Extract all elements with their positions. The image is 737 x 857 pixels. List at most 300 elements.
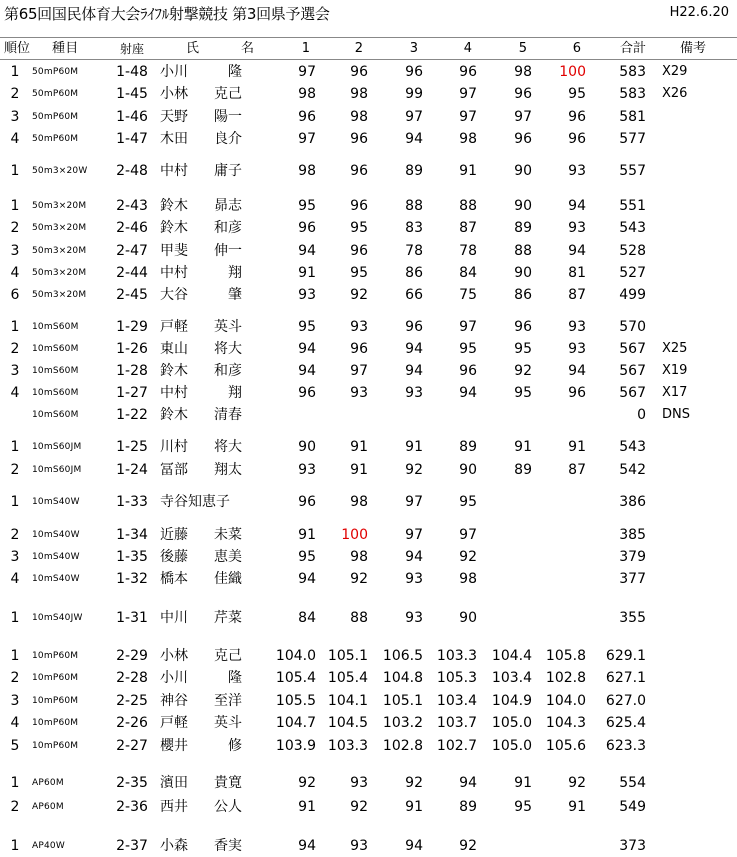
cell-series-1: 91 xyxy=(298,527,316,543)
cell-post: 1-28 xyxy=(116,363,148,379)
cell-name-family: 中川 xyxy=(160,610,188,626)
cell-event: 10mS40W xyxy=(32,574,80,584)
cell-total: 625.4 xyxy=(605,715,646,731)
cell-series-3: 97 xyxy=(405,527,423,543)
cell-series-2: 100 xyxy=(341,527,368,543)
cell-rank: 1 xyxy=(10,198,20,214)
cell-total: 543 xyxy=(619,439,646,455)
cell-name-family: 川村 xyxy=(160,439,188,455)
cell-series-2: 96 xyxy=(350,163,368,179)
cell-name-family: 鈴木 xyxy=(160,198,188,214)
header-total: 合計 xyxy=(619,41,646,56)
event-date: H22.6.20 xyxy=(669,5,729,20)
cell-series-1: 91 xyxy=(298,799,316,815)
cell-series-2: 98 xyxy=(350,109,368,125)
cell-name-family: 木田 xyxy=(160,131,188,147)
cell-name-given: 翔太 xyxy=(214,462,242,478)
cell-name-family: 櫻井 xyxy=(160,738,188,754)
header-series-5: 5 xyxy=(518,41,527,56)
cell-series-5: 90 xyxy=(514,198,532,214)
cell-series-2: 93 xyxy=(350,775,368,791)
header-rank: 順位 xyxy=(3,41,30,56)
cell-series-3: 93 xyxy=(405,610,423,626)
cell-series-4: 75 xyxy=(459,287,477,303)
table-row xyxy=(0,160,737,182)
cell-name xyxy=(160,83,242,105)
cell-series-5: 105.0 xyxy=(491,738,532,754)
cell-series-2: 96 xyxy=(350,341,368,357)
cell-name-given: 良介 xyxy=(214,131,242,147)
cell-rank: 2 xyxy=(10,799,20,815)
cell-series-3: 105.1 xyxy=(382,693,423,709)
cell-name-given: 和彦 xyxy=(214,220,242,236)
header-bottom-rule xyxy=(0,59,737,60)
cell-rank: 5 xyxy=(10,738,20,754)
cell-series-3: 96 xyxy=(405,319,423,335)
cell-series-6: 92 xyxy=(568,775,586,791)
cell-name xyxy=(160,607,242,629)
cell-series-3: 93 xyxy=(405,571,423,587)
cell-post: 2-48 xyxy=(116,163,148,179)
cell-series-1: 92 xyxy=(298,775,316,791)
table-row xyxy=(0,546,737,568)
cell-event: 10mS60M xyxy=(32,366,79,376)
cell-series-1: 90 xyxy=(298,439,316,455)
cell-name-family: 小林 xyxy=(160,648,188,664)
cell-total: 627.0 xyxy=(605,693,646,709)
table-row xyxy=(0,240,737,262)
cell-series-6: 104.0 xyxy=(545,693,586,709)
cell-note: X25 xyxy=(662,341,688,356)
cell-series-3: 96 xyxy=(405,64,423,80)
cell-post: 2-46 xyxy=(116,220,148,236)
cell-series-5: 105.0 xyxy=(491,715,532,731)
cell-note: X19 xyxy=(662,363,688,378)
cell-series-1: 98 xyxy=(298,163,316,179)
cell-series-2: 92 xyxy=(350,799,368,815)
cell-series-1: 98 xyxy=(298,86,316,102)
cell-series-3: 86 xyxy=(405,265,423,281)
cell-post: 2-43 xyxy=(116,198,148,214)
cell-name xyxy=(160,690,242,712)
cell-series-5: 92 xyxy=(514,363,532,379)
cell-name-family: 天野 xyxy=(160,109,188,125)
cell-name-family: 甲斐 xyxy=(160,243,188,259)
cell-rank: 6 xyxy=(10,287,20,303)
cell-series-6: 93 xyxy=(568,319,586,335)
cell-total: 542 xyxy=(619,462,646,478)
cell-rank: 4 xyxy=(10,715,20,731)
cell-post: 1-32 xyxy=(116,571,148,587)
cell-series-1: 96 xyxy=(298,385,316,401)
cell-event: 10mS60M xyxy=(32,344,79,354)
cell-rank: 4 xyxy=(10,385,20,401)
cell-total: 543 xyxy=(619,220,646,236)
cell-event: 50m3×20M xyxy=(32,246,87,256)
table-row xyxy=(0,712,737,734)
cell-rank: 1 xyxy=(10,648,20,664)
cell-series-4: 92 xyxy=(459,838,477,854)
cell-post: 2-26 xyxy=(116,715,148,731)
cell-series-1: 103.9 xyxy=(275,738,316,754)
cell-series-2: 91 xyxy=(350,439,368,455)
cell-name xyxy=(160,772,242,794)
cell-name-family: 中村 xyxy=(160,385,188,401)
cell-name xyxy=(160,240,242,262)
cell-name-given: 翔 xyxy=(228,265,242,281)
cell-name-given: 英斗 xyxy=(214,715,242,731)
cell-event: 10mP60M xyxy=(32,741,79,751)
cell-event: 50mP60M xyxy=(32,89,79,99)
cell-name-given: 肇 xyxy=(228,287,242,303)
table-row xyxy=(0,459,737,481)
cell-rank: 1 xyxy=(10,439,20,455)
cell-series-2: 103.3 xyxy=(327,738,368,754)
cell-series-6: 94 xyxy=(568,198,586,214)
cell-series-1: 95 xyxy=(298,198,316,214)
cell-total: 554 xyxy=(619,775,646,791)
cell-event: 50m3×20M xyxy=(32,201,87,211)
cell-series-2: 105.4 xyxy=(327,670,368,686)
cell-series-6: 87 xyxy=(568,287,586,303)
table-row xyxy=(0,491,737,513)
table-row xyxy=(0,524,737,546)
cell-series-4: 94 xyxy=(459,385,477,401)
cell-series-4: 95 xyxy=(459,341,477,357)
cell-post: 2-29 xyxy=(116,648,148,664)
cell-series-4: 92 xyxy=(459,549,477,565)
cell-series-4: 84 xyxy=(459,265,477,281)
cell-series-6: 96 xyxy=(568,385,586,401)
cell-event: 10mS60M xyxy=(32,322,79,332)
cell-name-family: 中村 xyxy=(160,265,188,281)
cell-name-family: 戸軽 xyxy=(160,715,188,731)
cell-post: 2-45 xyxy=(116,287,148,303)
cell-series-4: 89 xyxy=(459,439,477,455)
cell-total: 355 xyxy=(619,610,646,626)
table-row xyxy=(0,568,737,590)
cell-series-6: 105.6 xyxy=(545,738,586,754)
cell-series-2: 104.5 xyxy=(327,715,368,731)
cell-series-6: 104.3 xyxy=(545,715,586,731)
cell-series-6: 94 xyxy=(568,363,586,379)
cell-series-1: 105.4 xyxy=(275,670,316,686)
cell-name xyxy=(160,568,242,590)
cell-rank: 2 xyxy=(10,462,20,478)
cell-total: 551 xyxy=(619,198,646,214)
cell-name-family: 小川 xyxy=(160,64,188,80)
cell-series-1: 93 xyxy=(298,462,316,478)
header-series-6: 6 xyxy=(572,41,581,56)
cell-event: 10mP60M xyxy=(32,673,79,683)
cell-post: 2-28 xyxy=(116,670,148,686)
cell-series-2: 95 xyxy=(350,220,368,236)
cell-series-6: 93 xyxy=(568,220,586,236)
table-row xyxy=(0,360,737,382)
cell-rank: 2 xyxy=(10,341,20,357)
cell-post: 2-35 xyxy=(116,775,148,791)
cell-name-family: 鈴木 xyxy=(160,407,188,423)
cell-series-6: 93 xyxy=(568,341,586,357)
cell-series-2: 92 xyxy=(350,571,368,587)
cell-total: 623.3 xyxy=(605,738,646,754)
cell-name xyxy=(160,160,242,182)
cell-series-5: 96 xyxy=(514,131,532,147)
cell-name xyxy=(160,284,242,306)
cell-series-2: 98 xyxy=(350,494,368,510)
cell-note: DNS xyxy=(662,407,690,422)
cell-total: 377 xyxy=(619,571,646,587)
cell-series-2: 98 xyxy=(350,549,368,565)
cell-post: 1-24 xyxy=(116,462,148,478)
table-row xyxy=(0,436,737,458)
cell-series-1: 104.7 xyxy=(275,715,316,731)
cell-series-4: 90 xyxy=(459,462,477,478)
table-row xyxy=(0,316,737,338)
cell-post: 1-47 xyxy=(116,131,148,147)
table-row xyxy=(0,735,737,757)
table-row xyxy=(0,83,737,105)
cell-name xyxy=(160,195,242,217)
cell-post: 1-29 xyxy=(116,319,148,335)
cell-series-5: 86 xyxy=(514,287,532,303)
cell-name-family: 鈴木 xyxy=(160,220,188,236)
cell-series-5: 103.4 xyxy=(491,670,532,686)
cell-series-4: 98 xyxy=(459,131,477,147)
cell-post: 1-46 xyxy=(116,109,148,125)
table-row xyxy=(0,128,737,150)
cell-rank: 3 xyxy=(10,549,20,565)
cell-series-4: 102.7 xyxy=(436,738,477,754)
cell-rank: 2 xyxy=(10,527,20,543)
cell-total: 629.1 xyxy=(605,648,646,664)
cell-series-4: 97 xyxy=(459,527,477,543)
cell-series-6: 95 xyxy=(568,86,586,102)
cell-event: 10mS40W xyxy=(32,552,80,562)
cell-series-4: 78 xyxy=(459,243,477,259)
cell-post: 1-35 xyxy=(116,549,148,565)
cell-post: 1-33 xyxy=(116,494,148,510)
cell-series-3: 94 xyxy=(405,131,423,147)
header-series-4: 4 xyxy=(463,41,472,56)
cell-rank: 1 xyxy=(10,494,20,510)
cell-series-6: 93 xyxy=(568,163,586,179)
cell-name-family: 中村 xyxy=(160,163,188,179)
cell-series-5: 89 xyxy=(514,220,532,236)
cell-series-6: 91 xyxy=(568,439,586,455)
cell-series-5: 95 xyxy=(514,341,532,357)
cell-name-family: 後藤 xyxy=(160,549,188,565)
cell-name xyxy=(160,316,242,338)
cell-name-family: 濱田 xyxy=(160,775,188,791)
cell-series-3: 99 xyxy=(405,86,423,102)
cell-total: 549 xyxy=(619,799,646,815)
cell-rank: 1 xyxy=(10,610,20,626)
cell-series-2: 93 xyxy=(350,385,368,401)
cell-series-4: 91 xyxy=(459,163,477,179)
cell-name-given: 清春 xyxy=(214,407,242,423)
cell-name-family: 近藤 xyxy=(160,527,188,543)
cell-series-1: 94 xyxy=(298,341,316,357)
cell-series-5: 91 xyxy=(514,439,532,455)
cell-post: 2-25 xyxy=(116,693,148,709)
cell-total: 627.1 xyxy=(605,670,646,686)
cell-total: 567 xyxy=(619,341,646,357)
cell-series-6: 96 xyxy=(568,109,586,125)
cell-series-1: 96 xyxy=(298,109,316,125)
cell-series-1: 93 xyxy=(298,287,316,303)
cell-post: 1-25 xyxy=(116,439,148,455)
cell-series-3: 66 xyxy=(405,287,423,303)
cell-total: 567 xyxy=(619,385,646,401)
cell-series-3: 102.8 xyxy=(382,738,423,754)
cell-name-given: 隆 xyxy=(228,64,242,80)
table-row xyxy=(0,338,737,360)
cell-series-4: 94 xyxy=(459,775,477,791)
cell-series-3: 104.8 xyxy=(382,670,423,686)
cell-name-family: 冨部 xyxy=(160,462,188,478)
table-row xyxy=(0,217,737,239)
cell-series-1: 95 xyxy=(298,319,316,335)
cell-post: 1-26 xyxy=(116,341,148,357)
cell-name-given: 伸一 xyxy=(214,243,242,259)
header-name-given: 名 xyxy=(240,41,254,56)
cell-total: 386 xyxy=(619,494,646,510)
cell-series-3: 94 xyxy=(405,838,423,854)
cell-total: 570 xyxy=(619,319,646,335)
cell-name-given: 佳織 xyxy=(214,571,242,587)
cell-total: 567 xyxy=(619,363,646,379)
cell-name xyxy=(160,835,242,857)
table-row xyxy=(0,607,737,629)
cell-series-5: 88 xyxy=(514,243,532,259)
cell-name-given: 翔 xyxy=(228,385,242,401)
table-row xyxy=(0,284,737,306)
cell-note: X29 xyxy=(662,64,688,79)
cell-event: 50m3×20M xyxy=(32,223,87,233)
cell-series-4: 98 xyxy=(459,571,477,587)
cell-series-6: 81 xyxy=(568,265,586,281)
cell-series-5: 98 xyxy=(514,64,532,80)
cell-name xyxy=(160,524,242,546)
cell-total: 373 xyxy=(619,838,646,854)
header-event: 種目 xyxy=(52,41,79,56)
table-row xyxy=(0,382,737,404)
cell-event: 10mS40W xyxy=(32,530,80,540)
cell-name xyxy=(160,645,242,667)
cell-series-2: 91 xyxy=(350,462,368,478)
cell-name xyxy=(160,712,242,734)
cell-event: AP40W xyxy=(32,841,65,851)
cell-name-given: 隆 xyxy=(228,670,242,686)
cell-post: 1-48 xyxy=(116,64,148,80)
cell-name xyxy=(160,459,242,481)
cell-post: 2-37 xyxy=(116,838,148,854)
cell-post: 2-36 xyxy=(116,799,148,815)
cell-series-1: 96 xyxy=(298,494,316,510)
table-row xyxy=(0,690,737,712)
header-post: 射座 xyxy=(119,42,144,56)
cell-series-2: 95 xyxy=(350,265,368,281)
cell-rank: 1 xyxy=(10,319,20,335)
cell-series-4: 87 xyxy=(459,220,477,236)
cell-series-4: 97 xyxy=(459,86,477,102)
cell-series-2: 96 xyxy=(350,243,368,259)
cell-name xyxy=(160,491,242,513)
cell-series-1: 97 xyxy=(298,131,316,147)
table-row xyxy=(0,835,737,857)
cell-series-4: 103.7 xyxy=(436,715,477,731)
cell-series-1: 94 xyxy=(298,363,316,379)
cell-name xyxy=(160,106,242,128)
cell-series-4: 103.4 xyxy=(436,693,477,709)
cell-series-3: 92 xyxy=(405,775,423,791)
cell-series-4: 95 xyxy=(459,494,477,510)
cell-series-1: 104.0 xyxy=(275,648,316,664)
cell-name-given: 未菜 xyxy=(214,527,242,543)
cell-series-6: 102.8 xyxy=(545,670,586,686)
cell-event: 50m3×20W xyxy=(32,166,88,176)
cell-series-1: 97 xyxy=(298,64,316,80)
cell-name xyxy=(160,546,242,568)
header-name xyxy=(186,38,254,60)
cell-series-5: 90 xyxy=(514,163,532,179)
cell-series-6: 100 xyxy=(559,64,586,80)
cell-name xyxy=(160,61,242,83)
cell-series-2: 93 xyxy=(350,838,368,854)
cell-event: AP60M xyxy=(32,802,64,812)
cell-series-4: 105.3 xyxy=(436,670,477,686)
cell-series-1: 91 xyxy=(298,265,316,281)
cell-name-family: 鈴木 xyxy=(160,363,188,379)
cell-name-given: 貴寛 xyxy=(214,775,242,791)
table-row xyxy=(0,262,737,284)
cell-rank: 4 xyxy=(10,265,20,281)
cell-name-family: 橋本 xyxy=(160,571,188,587)
cell-total: 581 xyxy=(619,109,646,125)
cell-series-3: 94 xyxy=(405,363,423,379)
cell-name-given: 庸子 xyxy=(214,163,242,179)
cell-post: 1-34 xyxy=(116,527,148,543)
cell-event: 50m3×20M xyxy=(32,268,87,278)
cell-event: 10mP60M xyxy=(32,696,79,706)
cell-series-3: 97 xyxy=(405,109,423,125)
cell-name xyxy=(160,796,242,818)
cell-series-3: 78 xyxy=(405,243,423,259)
cell-note: X17 xyxy=(662,385,688,400)
cell-series-1: 96 xyxy=(298,220,316,236)
cell-series-3: 93 xyxy=(405,385,423,401)
cell-series-3: 89 xyxy=(405,163,423,179)
cell-post: 2-44 xyxy=(116,265,148,281)
cell-post: 2-27 xyxy=(116,738,148,754)
table-row xyxy=(0,195,737,217)
cell-series-2: 96 xyxy=(350,64,368,80)
cell-name-family: 西井 xyxy=(160,799,188,815)
cell-series-3: 88 xyxy=(405,198,423,214)
cell-post: 1-31 xyxy=(116,610,148,626)
table-header xyxy=(0,38,737,60)
table-row xyxy=(0,106,737,128)
cell-total: 0 xyxy=(637,407,646,423)
header-series-2: 2 xyxy=(354,41,363,56)
header-series-1: 1 xyxy=(301,41,310,56)
cell-event: 10mS60M xyxy=(32,410,79,420)
cell-series-5: 97 xyxy=(514,109,532,125)
header-note: 備考 xyxy=(680,41,707,56)
cell-series-4: 103.3 xyxy=(436,648,477,664)
header-top-rule xyxy=(0,37,737,38)
